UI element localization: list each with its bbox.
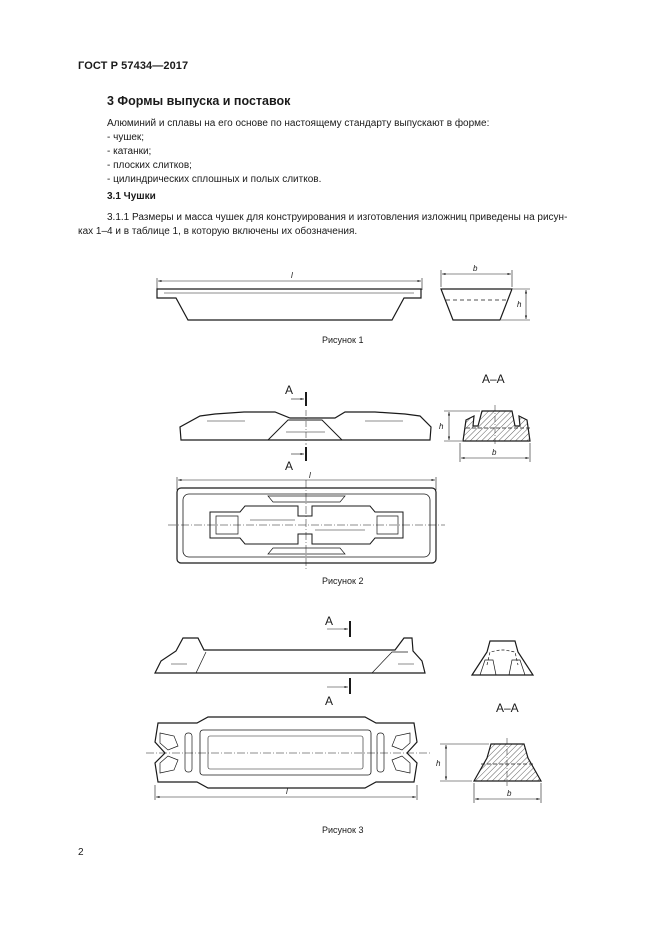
fig1-caption: Рисунок 1 [322, 335, 364, 345]
fig2-dim-h: h [439, 422, 444, 431]
figure-3-section-view [440, 738, 541, 803]
fig3-dim-b: b [507, 789, 512, 798]
fig2-caption: Рисунок 2 [322, 576, 364, 586]
fig2-cut-mark-top: А [285, 383, 294, 397]
document-header: ГОСТ Р 57434—2017 [78, 60, 189, 72]
list-item: - чушек; [107, 132, 145, 143]
fig3-cut-mark-bottom: А [325, 694, 334, 708]
section-title: 3 Формы выпуска и поставок [107, 94, 291, 108]
section-intro: Алюминий и сплавы на его основе по настоящему стандарту выпускают в форме: [107, 118, 490, 129]
fig3-dim-h: h [436, 759, 441, 768]
subsection-paragraph-line1: 3.1.1 Размеры и масса чушек для конструирования и изготовления изложниц приведены на рисун- [107, 212, 568, 223]
fig3-caption: Рисунок 3 [322, 825, 364, 835]
fig1-dim-l: l [291, 271, 293, 280]
list-item: - плоских слитков; [107, 160, 192, 171]
fig2-dim-b: b [492, 448, 497, 457]
subsection-title: 3.1 Чушки [107, 191, 156, 202]
page-number: 2 [78, 847, 84, 858]
list-item: - катанки; [107, 146, 152, 157]
figure-3-side-view [155, 621, 425, 694]
figure-2-section-view [444, 405, 530, 462]
fig3-cut-mark-top: А [325, 614, 334, 628]
fig1-dim-h: h [517, 300, 522, 309]
fig3-section-label: А–А [496, 701, 519, 715]
fig1-dim-b: b [473, 264, 478, 273]
fig2-cut-mark-bottom: А [285, 459, 294, 473]
figure-1-side-view [157, 278, 422, 320]
figure-1-end-view [441, 270, 530, 320]
subsection-paragraph-line2: ках 1–4 и в таблице 1, в которую включены их обозначения. [78, 226, 358, 237]
list-item: - цилиндрических сплошных и полых слитков. [107, 174, 322, 185]
figure-2-side-view [180, 392, 431, 461]
figure-3-top-view [146, 717, 430, 800]
fig2-dim-l: l [309, 471, 311, 480]
figure-3-end-view [472, 641, 533, 675]
fig3-dim-l: l [286, 787, 288, 796]
fig2-section-label: А–А [482, 372, 505, 386]
figure-2-top-view [168, 477, 445, 570]
